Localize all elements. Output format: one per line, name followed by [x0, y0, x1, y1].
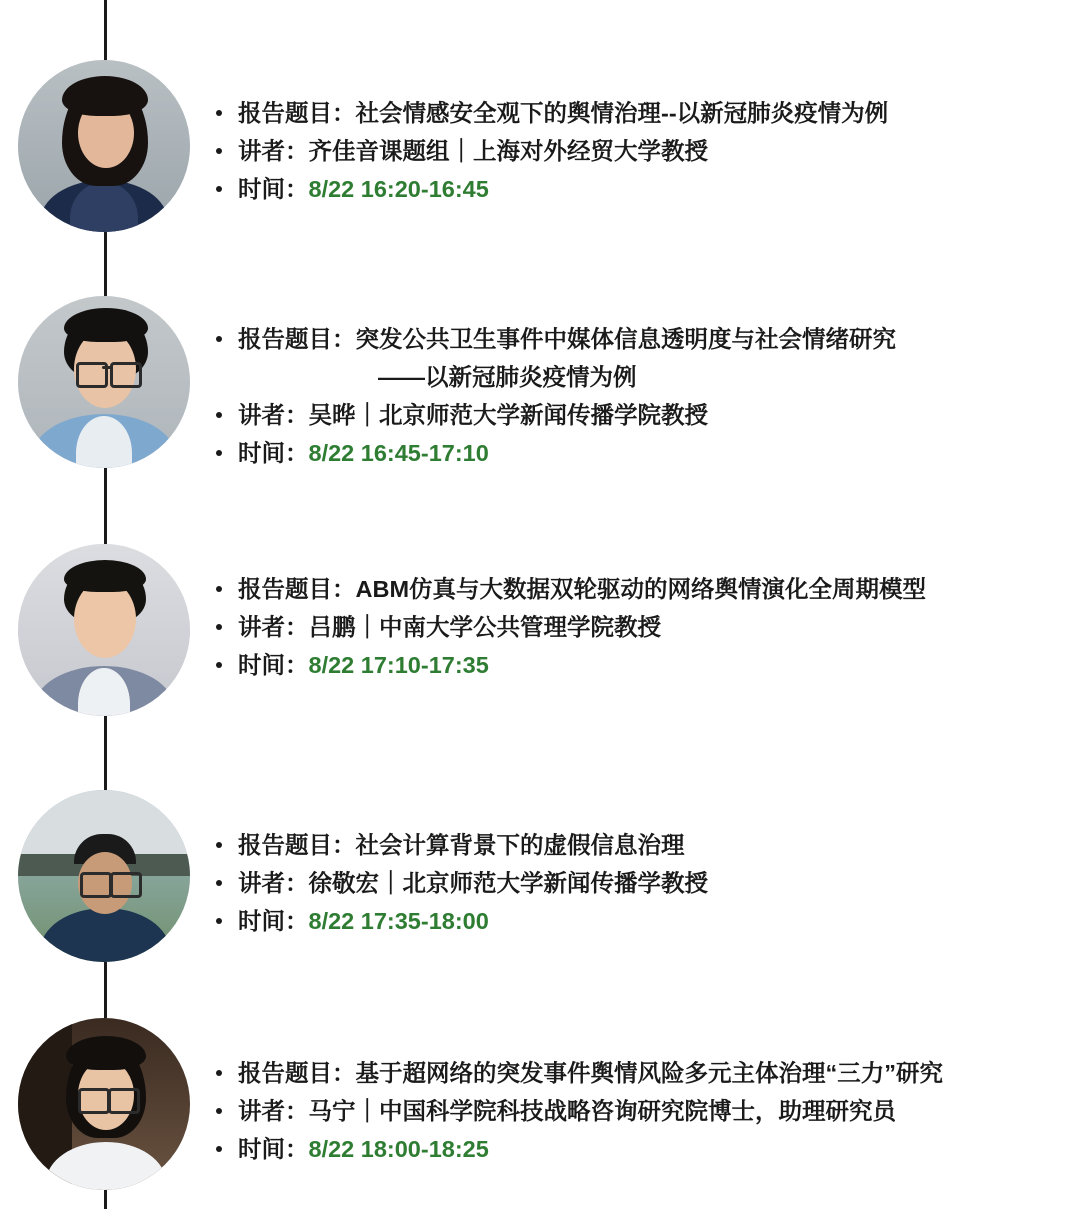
- session-time: [212, 902, 1072, 940]
- session-time: [212, 170, 1072, 208]
- session-topic: 报告题目：社会情感安全观下的舆情治理--以新冠肺炎疫情为例: [212, 94, 1072, 132]
- speaker-photo-ma-ning: [18, 1018, 190, 1190]
- session-time-value: 8/22 16:45-17:10: [308, 440, 489, 467]
- session-time: [212, 646, 1072, 684]
- session-bullets: [212, 1054, 1072, 1168]
- session-topic: 报告题目：突发公共卫生事件中媒体信息透明度与社会情绪研究: [212, 320, 1072, 358]
- session-bullets: [212, 570, 1072, 684]
- session-details: [212, 320, 1072, 472]
- speaker-photo-qi-jiayin: [18, 60, 190, 232]
- session-time-value: 8/22 18:00-18:25: [308, 1136, 489, 1163]
- session-details: [212, 1054, 1072, 1168]
- session-bullets: [212, 94, 1072, 208]
- session-time-label: 时间：: [238, 908, 309, 935]
- session-speaker: 讲者：马宁｜中国科学院科技战略咨询研究院博士，助理研究员: [212, 1092, 1072, 1130]
- session-topic-line2: ——以新冠肺炎疫情为例: [378, 364, 637, 391]
- session-time-value: 8/22 17:10-17:35: [308, 652, 489, 679]
- session-speaker: 讲者：吴晔｜北京师范大学新闻传播学院教授: [212, 396, 1072, 434]
- session-bullets: [212, 826, 1072, 940]
- session-topic: 报告题目：基于超网络的突发事件舆情风险多元主体治理“三力”研究: [212, 1054, 1072, 1092]
- session-time: [212, 1130, 1072, 1168]
- speaker-avatar: [18, 296, 190, 468]
- session-bullets: [212, 320, 1072, 472]
- speaker-avatar: [18, 790, 190, 962]
- speaker-photo-xu-jinghong: [18, 790, 190, 962]
- session-speaker: 讲者：吕鹏｜中南大学公共管理学院教授: [212, 608, 1072, 646]
- session-time-label: 时间：: [238, 1136, 309, 1163]
- speaker-avatar: [18, 544, 190, 716]
- session-time-label: 时间：: [238, 440, 309, 467]
- session-details: [212, 826, 1072, 940]
- session-topic: 报告题目：社会计算背景下的虚假信息治理: [212, 826, 1072, 864]
- session-time-label: 时间：: [238, 652, 309, 679]
- session-speaker: 讲者：徐敬宏｜北京师范大学新闻传播学教授: [212, 864, 1072, 902]
- speaker-photo-lv-peng: [18, 544, 190, 716]
- session-details: [212, 94, 1072, 208]
- speaker-avatar: [18, 60, 190, 232]
- session-time-label: 时间：: [238, 176, 309, 203]
- session-time: [212, 434, 1072, 472]
- speaker-photo-wu-ye: [18, 296, 190, 468]
- session-speaker: 讲者：齐佳音课题组｜上海对外经贸大学教授: [212, 132, 1072, 170]
- session-time-value: 8/22 16:20-16:45: [308, 176, 489, 203]
- session-details: [212, 570, 1072, 684]
- session-topic: 报告题目：ABM仿真与大数据双轮驱动的网络舆情演化全周期模型: [212, 570, 1072, 608]
- speaker-avatar: [18, 1018, 190, 1190]
- session-time-value: 8/22 17:35-18:00: [308, 908, 489, 935]
